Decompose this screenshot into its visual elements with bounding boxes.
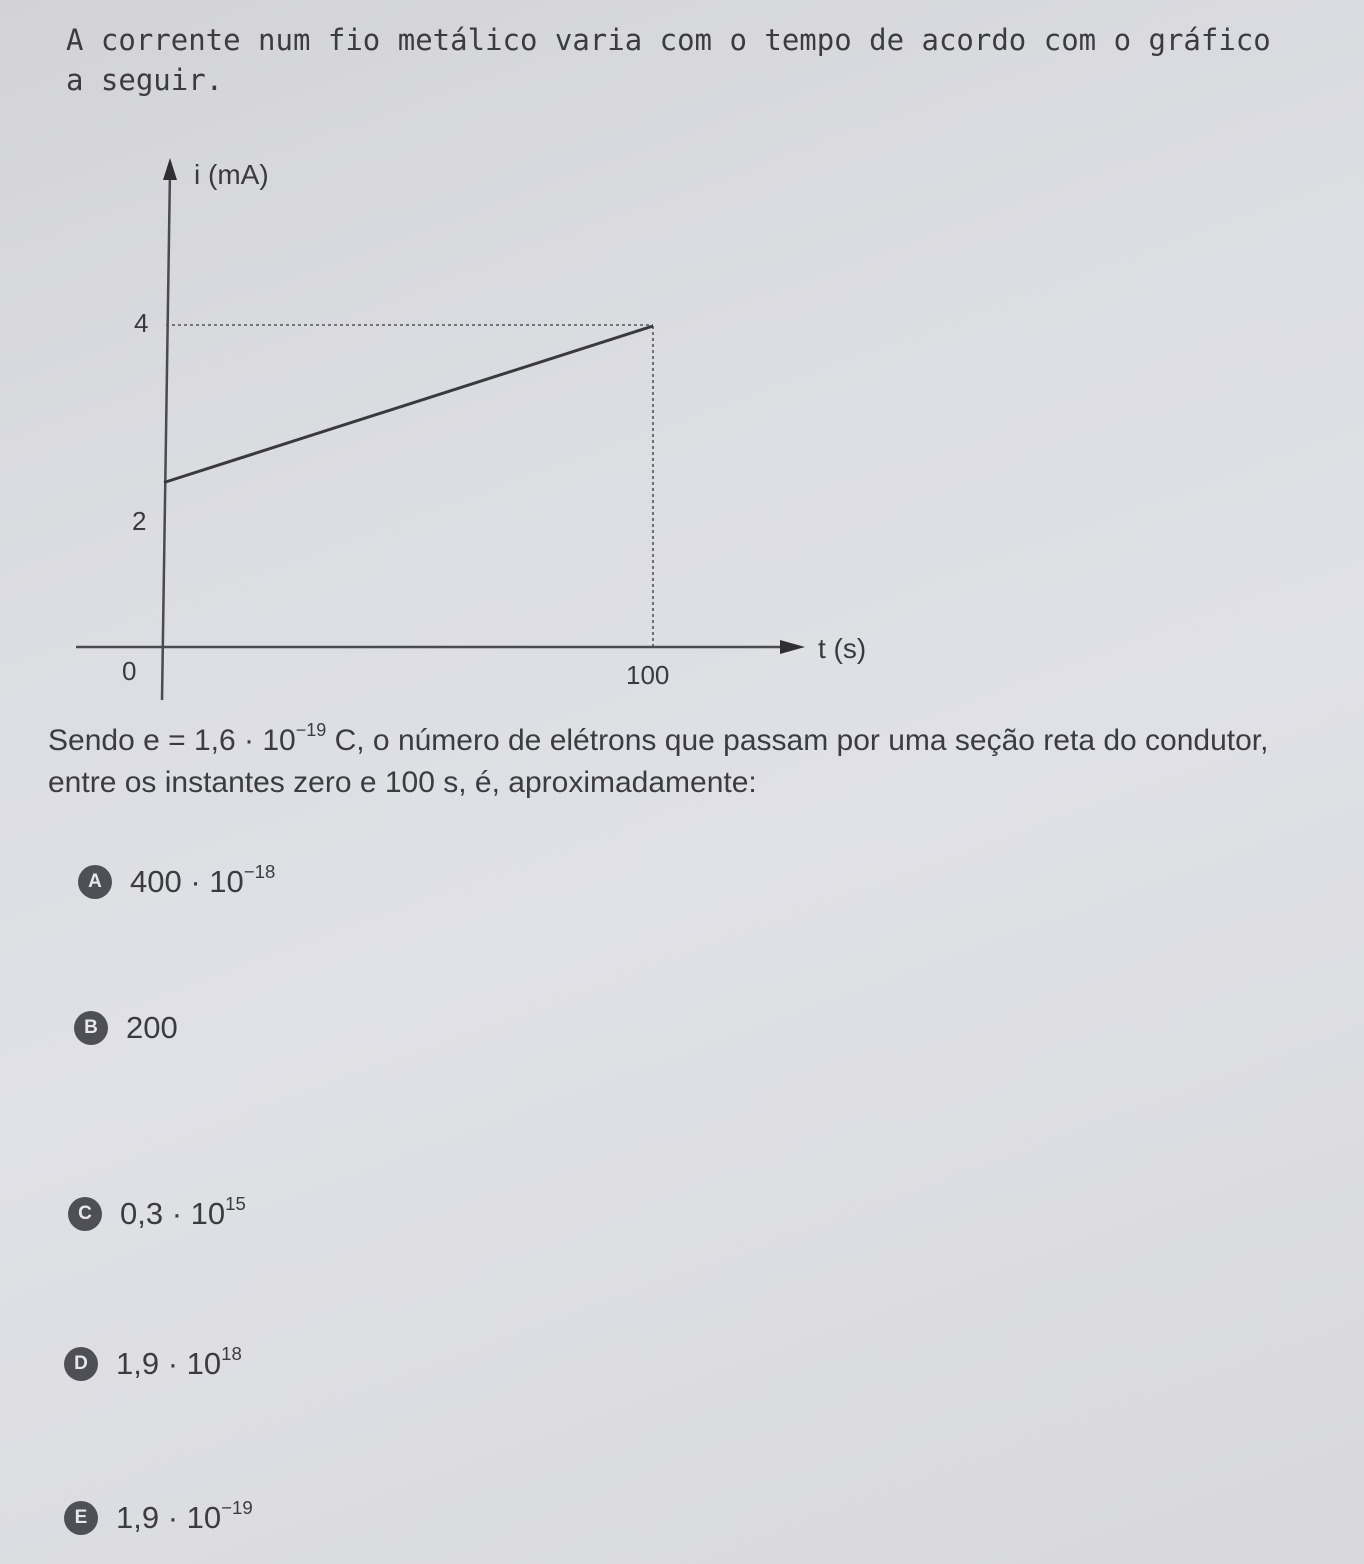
option-c-badge[interactable]: C	[68, 1197, 102, 1231]
intro-text: A corrente num fio metálico varia com o tempo de acordo com o gráfico a seguir.	[66, 23, 1271, 97]
option-c-text: $0,3 \cdot 10^{15}$	[120, 1192, 246, 1231]
question-prefix: Sendo e = 1,6 · 10	[48, 724, 296, 757]
option-e-badge[interactable]: E	[64, 1501, 98, 1535]
option-d[interactable]	[64, 1342, 242, 1382]
y-axis	[162, 170, 170, 700]
option-a[interactable]	[78, 860, 276, 900]
y-axis-arrow-icon	[163, 158, 177, 180]
option-c[interactable]	[68, 1192, 246, 1232]
x-tick-label-0: 0	[122, 656, 137, 686]
option-b-badge[interactable]: B	[74, 1011, 108, 1045]
y-tick-label-4: 4	[134, 308, 149, 338]
y-tick-label-2: 2	[132, 506, 147, 536]
current-time-chart	[0, 0, 1364, 720]
x-tick-label-100: 100	[626, 660, 670, 690]
question-text	[48, 720, 1338, 804]
question-suffix: C, o número de elétrons que passam por uma seção reta do condutor, entre os instantes zero e 100 s, é, aproximadamente:	[48, 724, 1269, 799]
option-a-text: $400 \cdot 10^{-18}$	[130, 860, 276, 899]
x-axis-label: t (s)	[818, 633, 867, 664]
option-d-badge[interactable]: D	[64, 1347, 98, 1381]
series-line	[164, 326, 653, 483]
option-e[interactable]	[64, 1496, 253, 1536]
option-d-text: $1,9 \cdot 10^{18}$	[116, 1342, 242, 1381]
question-exponent: −19	[295, 720, 327, 741]
option-b-text: 200	[126, 1010, 178, 1045]
option-b[interactable]	[74, 1010, 178, 1046]
option-a-badge[interactable]: A	[78, 865, 112, 899]
x-axis-arrow-icon	[780, 640, 805, 654]
y-axis-label: i (mA)	[194, 159, 269, 190]
option-e-text: $1,9 \cdot 10^{-19}$	[116, 1496, 253, 1535]
